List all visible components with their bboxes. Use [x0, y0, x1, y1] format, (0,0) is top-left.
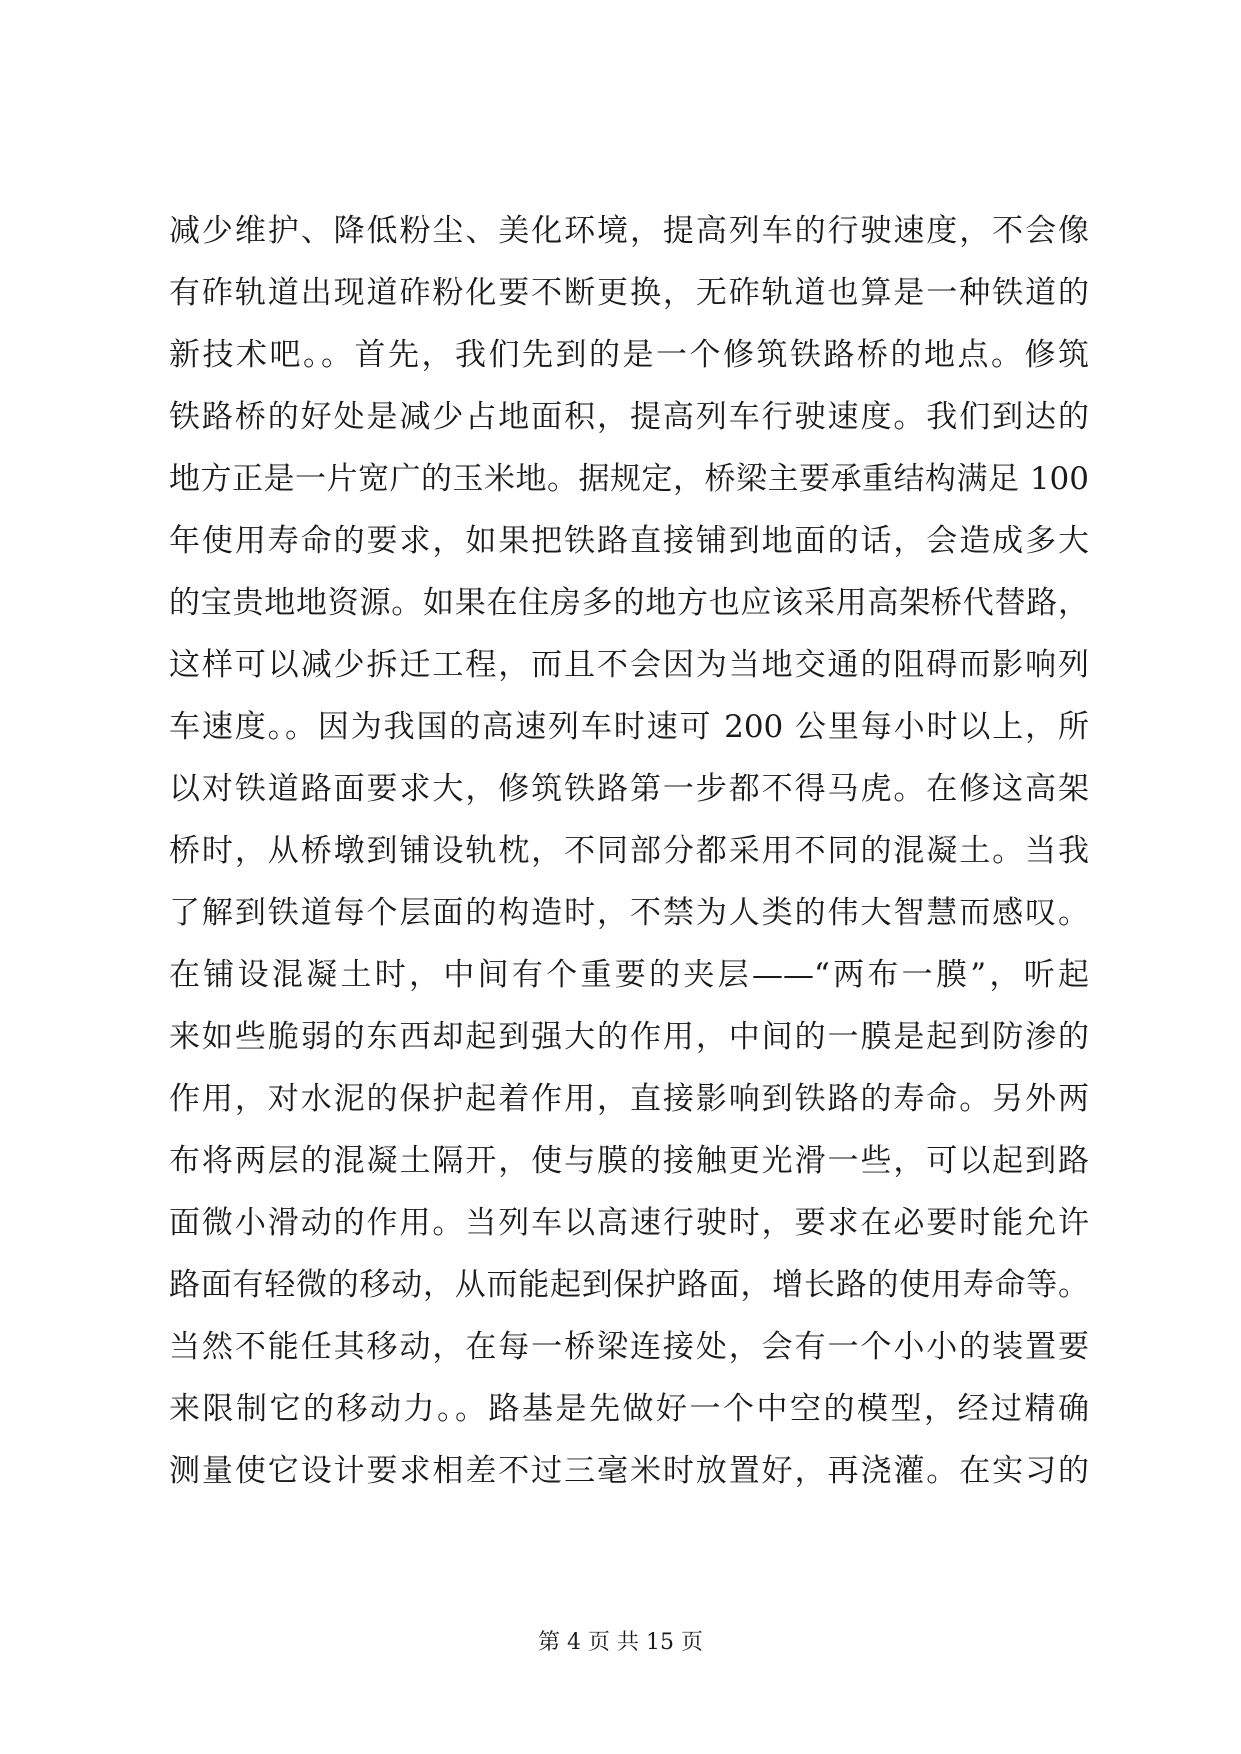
- text-line: 了解到铁道每个层面的构造时，不禁为人类的伟大智慧而感叹。: [169, 895, 1089, 931]
- text-line: 新技术吧。。首先，我们先到的是一个修筑铁路桥的地点。修筑: [169, 337, 1089, 373]
- text-line: 面微小滑动的作用。当列车以高速行驶时，要求在必要时能允许: [169, 1205, 1089, 1241]
- text-line: 路面有轻微的移动，从而能起到保护路面，增长路的使用寿命等。: [169, 1267, 1089, 1303]
- page-number-footer: 第 4 页 共 15 页: [538, 1630, 703, 1655]
- text-line: 来如些脆弱的东西却起到强大的作用，中间的一膜是起到防渗的: [169, 1019, 1089, 1055]
- text-line: 测量使它设计要求相差不过三毫米时放置好，再浇灌。在实习的: [169, 1453, 1089, 1489]
- text-line: 年使用寿命的要求，如果把铁路直接铺到地面的话，会造成多大: [169, 523, 1089, 559]
- text-line: 这样可以减少拆迁工程，而且不会因为当地交通的阻碍而影响列: [169, 647, 1089, 683]
- text-line: 在铺设混凝土时，中间有个重要的夹层——“两布一膜”，听起: [169, 957, 1089, 993]
- text-line: 布将两层的混凝土隔开，使与膜的接触更光滑一些，可以起到路: [169, 1143, 1089, 1179]
- text-line: 作用，对水泥的保护起着作用，直接影响到铁路的寿命。另外两: [169, 1081, 1089, 1117]
- body-text: [169, 200, 1089, 1502]
- text-line: 有砟轨道出现道砟粉化要不断更换，无砟轨道也算是一种铁道的: [169, 275, 1089, 311]
- text-line: 桥时，从桥墩到铺设轨枕，不同部分都采用不同的混凝土。当我: [169, 833, 1089, 869]
- text-line: 以对铁道路面要求大，修筑铁路第一步都不得马虎。在修这高架: [169, 771, 1089, 807]
- text-line: 的宝贵地地资源。如果在住房多的地方也应该采用高架桥代替路，: [169, 585, 1089, 621]
- text-line: 减少维护、降低粉尘、美化环境，提高列车的行驶速度，不会像: [169, 213, 1089, 249]
- text-line: 车速度。。因为我国的高速列车时速可 200 公里每小时以上，所: [169, 709, 1089, 745]
- text-line: 来限制它的移动力。。路基是先做好一个中空的模型，经过精确: [169, 1391, 1089, 1427]
- text-line: 当然不能任其移动，在每一桥梁连接处，会有一个小小的装置要: [169, 1329, 1089, 1365]
- text-line: 铁路桥的好处是减少占地面积，提高列车行驶速度。我们到达的: [169, 399, 1089, 435]
- text-line: 地方正是一片宽广的玉米地。据规定，桥梁主要承重结构满足 100: [169, 461, 1089, 497]
